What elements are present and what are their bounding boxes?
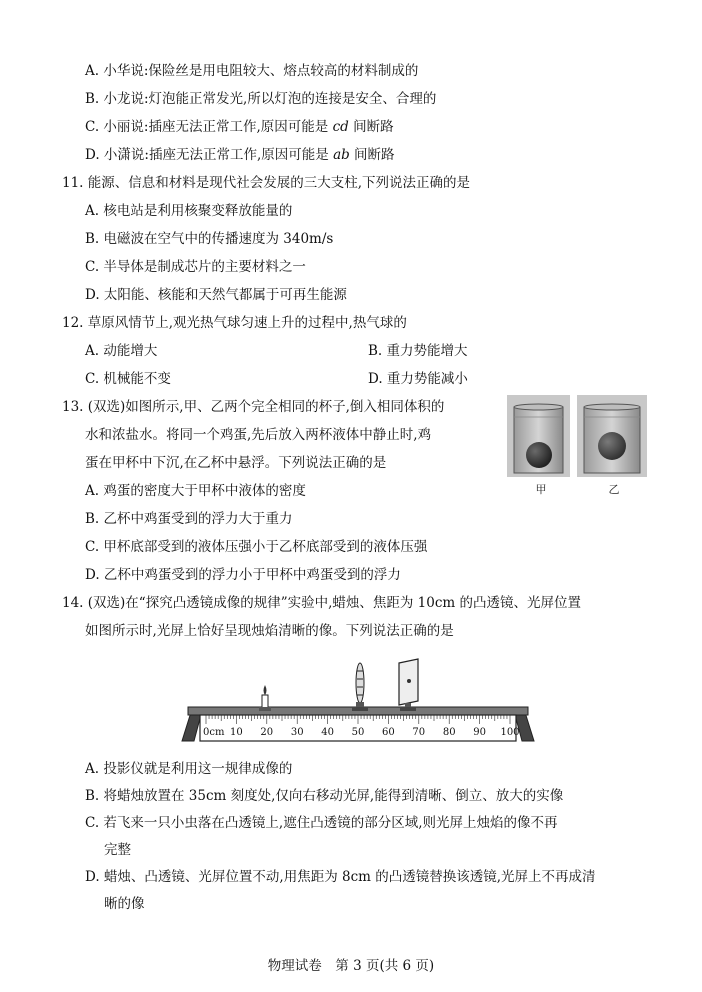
q13-option-b: B. 乙杯中鸡蛋受到的浮力大于重力 — [85, 511, 293, 527]
q12-option-a: A. 动能增大 — [85, 343, 158, 359]
q14-stem-line-2: 如图所示时,光屏上恰好呈现烛焰清晰的像。下列说法正确的是 — [85, 623, 454, 639]
q12-option-d: D. 重力势能减小 — [368, 371, 468, 387]
ruler-tick-label: 30 — [290, 727, 304, 738]
ruler-tick-label: 0cm — [203, 727, 225, 738]
ruler-tick-label: 20 — [260, 727, 274, 738]
ruler-tick-label: 40 — [321, 727, 334, 738]
candle — [259, 685, 271, 711]
ruler-tick-label: 10 — [230, 727, 243, 738]
q13-stem-line-1: 13. (双选)如图所示,甲、乙两个完全相同的杯子,倒入相同体积的 — [62, 399, 445, 415]
q10-option-d: D. 小潇说:插座无法正常工作,原因可能是 ab 间断路 — [85, 147, 395, 163]
ruler-tick-label: 100 — [500, 727, 520, 738]
optical-bench-figure — [178, 655, 548, 747]
light-screen — [399, 659, 418, 711]
page-footer: 物理试卷 第 3 页(共 6 页) — [267, 958, 435, 974]
q10-option-c: C. 小丽说:插座无法正常工作,原因可能是 cd 间断路 — [85, 119, 394, 135]
q12-option-b: B. 重力势能增大 — [368, 343, 468, 359]
q10-option-b: B. 小龙说:灯泡能正常发光,所以灯泡的连接是安全、合理的 — [85, 91, 437, 107]
q13-option-a: A. 鸡蛋的密度大于甲杯中液体的密度 — [85, 483, 306, 499]
q13-stem-line-3: 蛋在甲杯中下沉,在乙杯中悬浮。下列说法正确的是 — [85, 455, 387, 471]
q14-option-d-cont: 晰的像 — [104, 896, 145, 912]
q14-option-d: D. 蜡烛、凸透镜、光屏位置不动,用焦距为 8cm 的凸透镜替换该透镜,光屏上不再成清 — [85, 869, 596, 885]
q11-option-d: D. 太阳能、核能和天然气都属于可再生能源 — [85, 287, 347, 303]
q14-stem-line-1: 14. (双选)在“探究凸透镜成像的规律”实验中,蜡烛、焦距为 10cm 的凸透镜、光屏位置 — [62, 595, 582, 611]
q10-var-cd: cd — [332, 119, 349, 135]
ruler-tick-label: 80 — [442, 727, 456, 738]
q14-option-a: A. 投影仪就是利用这一规律成像的 — [85, 761, 293, 777]
q11-option-b: B. 电磁波在空气中的传播速度为 340m/s — [85, 231, 334, 247]
q14-option-b: B. 将蜡烛放置在 35cm 刻度处,仅向右移动光屏,能得到清晰、倒立、放大的实像 — [85, 788, 564, 804]
egg-suspended — [598, 432, 626, 460]
q13-stem-line-2: 水和浓盐水。将同一个鸡蛋,先后放入两杯液体中静止时,鸡 — [85, 427, 432, 443]
q11-stem: 11. 能源、信息和材料是现代社会发展的三大支柱,下列说法正确的是 — [62, 175, 471, 191]
egg-sunk — [526, 442, 552, 468]
ruler-tick-label: 70 — [412, 727, 426, 738]
convex-lens — [352, 663, 368, 711]
q11-option-a: A. 核电站是利用核聚变释放能量的 — [85, 203, 293, 219]
beaker-yi — [577, 395, 647, 477]
ruler-tick-label: 50 — [351, 727, 365, 738]
q14-option-c: C. 若飞来一只小虫落在凸透镜上,遮住凸透镜的部分区域,则光屏上烛焰的像不再 — [85, 815, 558, 831]
label-yi: 乙 — [608, 483, 620, 496]
q10-var-ab: ab — [333, 147, 350, 163]
label-jia: 甲 — [535, 483, 547, 496]
q12-option-c: C. 机械能不变 — [85, 371, 171, 387]
ruler-tick-label: 90 — [473, 727, 486, 738]
q14-option-c-cont: 完整 — [104, 842, 131, 858]
beaker-jia — [507, 395, 570, 477]
q12-stem: 12. 草原风情节上,观光热气球匀速上升的过程中,热气球的 — [62, 315, 407, 331]
beakers-egg-figure — [505, 393, 651, 500]
q13-option-c: C. 甲杯底部受到的液体压强小于乙杯底部受到的液体压强 — [85, 539, 428, 555]
ruler-tick-label: 60 — [382, 727, 395, 738]
q13-option-d: D. 乙杯中鸡蛋受到的浮力小于甲杯中鸡蛋受到的浮力 — [85, 567, 401, 583]
q11-option-c: C. 半导体是制成芯片的主要材料之一 — [85, 259, 306, 275]
q10-option-a: A. 小华说:保险丝是用电阻较大、熔点较高的材料制成的 — [85, 63, 419, 79]
